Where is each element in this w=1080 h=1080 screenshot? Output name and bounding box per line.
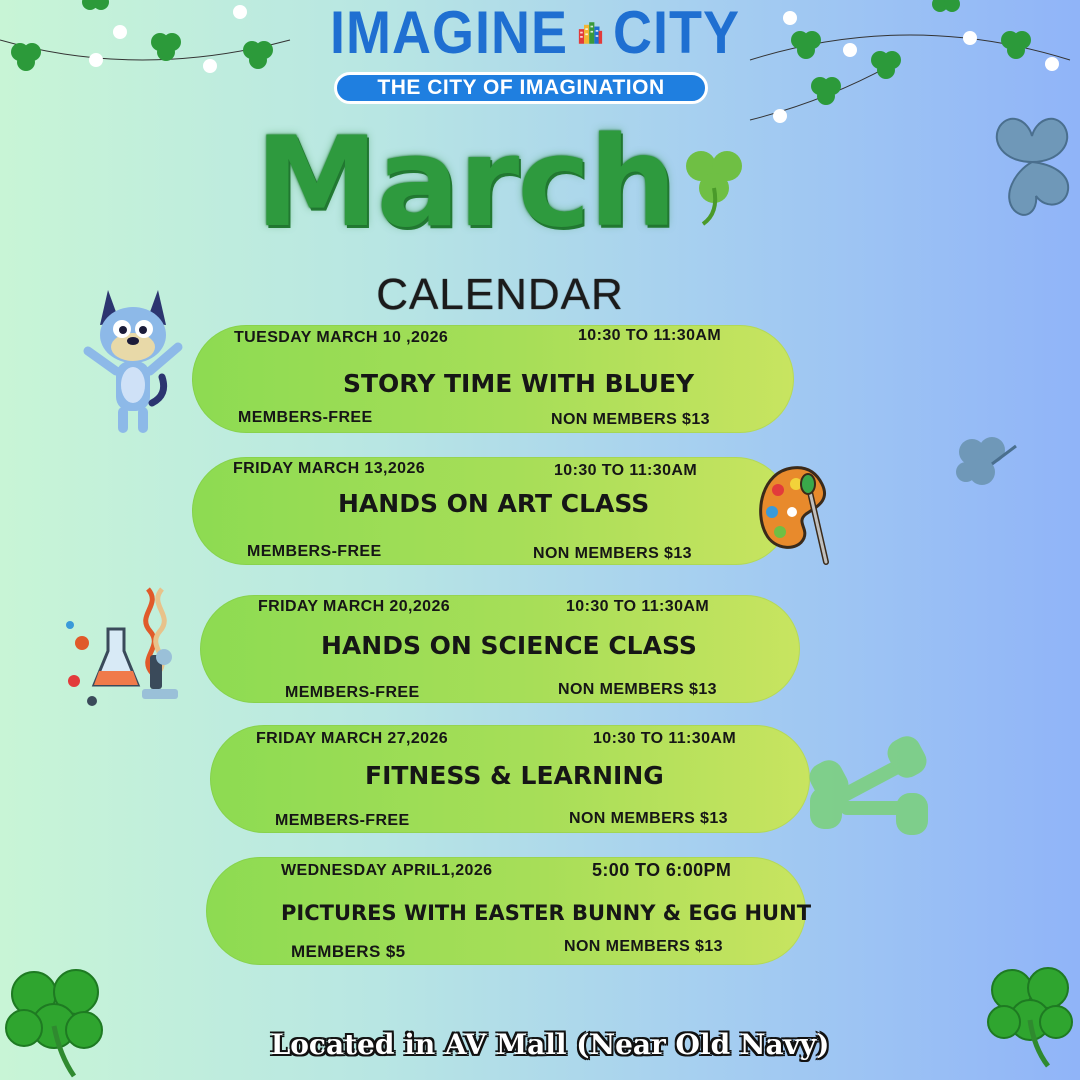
- clover-icon: [2, 960, 110, 1078]
- clover-icon: [679, 138, 749, 228]
- event-time: 10:30 TO 11:30AM: [566, 598, 710, 615]
- event-members-price: MEMBERS-FREE: [238, 409, 373, 426]
- event-members-price: MEMBERS-FREE: [285, 684, 420, 701]
- clover-icon: [948, 428, 1020, 498]
- buildings-icon: [578, 6, 603, 60]
- month-title: March: [255, 111, 676, 255]
- calendar-heading: CALENDAR: [376, 270, 624, 319]
- event-date: WEDNESDAY APRIL1,2026: [281, 862, 493, 879]
- event-title: PICTURES WITH EASTER BUNNY & EGG HUNT: [281, 901, 812, 925]
- event-date: FRIDAY MARCH 13,2026: [233, 460, 426, 477]
- cartoon-dog-icon: [78, 285, 188, 440]
- event-members-price: MEMBERS $5: [291, 942, 406, 961]
- brand-logo: [330, 0, 740, 67]
- event-nonmembers-price: NON MEMBERS $13: [564, 938, 723, 955]
- event-date: FRIDAY MARCH 27,2026: [256, 730, 449, 747]
- event-date: FRIDAY MARCH 20,2026: [258, 598, 451, 615]
- event-title: STORY TIME WITH BLUEY: [343, 369, 695, 398]
- event-nonmembers-price: NON MEMBERS $13: [569, 810, 728, 827]
- event-card: [200, 595, 800, 703]
- event-members-price: MEMBERS-FREE: [275, 812, 410, 829]
- clover-icon: [982, 962, 1078, 1070]
- event-card: [206, 857, 812, 965]
- event-time: 10:30 TO 11:30AM: [593, 730, 737, 747]
- logo-word-left: IMAGINE: [330, 0, 569, 67]
- paint-palette-icon: [752, 462, 838, 572]
- event-card: [210, 725, 810, 833]
- event-time: 10:30 TO 11:30AM: [578, 327, 722, 344]
- dumbbells-icon: [806, 735, 932, 835]
- event-nonmembers-price: NON MEMBERS $13: [551, 411, 710, 428]
- event-card: [192, 457, 790, 565]
- event-nonmembers-price: NON MEMBERS $13: [558, 681, 717, 698]
- clover-icon: [984, 92, 1080, 232]
- event-title: HANDS ON ART CLASS: [338, 489, 650, 518]
- month-title-block: [255, 108, 815, 258]
- event-title: HANDS ON SCIENCE CLASS: [321, 631, 697, 660]
- tagline: THE CITY OF IMAGINATION: [334, 72, 708, 104]
- logo-word-right: CITY: [612, 0, 740, 67]
- location-footer: Located in AV Mall (Near Old Navy): [270, 1028, 830, 1061]
- event-title: FITNESS & LEARNING: [365, 761, 664, 790]
- event-time: 10:30 TO 11:30AM: [554, 462, 698, 479]
- garland-left-decoration: [0, 0, 300, 90]
- event-nonmembers-price: NON MEMBERS $13: [533, 545, 692, 562]
- science-icon: [64, 585, 184, 713]
- event-time: 5:00 TO 6:00PM: [592, 860, 732, 880]
- event-members-price: MEMBERS-FREE: [247, 543, 382, 560]
- event-card: [192, 325, 794, 433]
- event-date: TUESDAY MARCH 10 ,2026: [234, 329, 449, 346]
